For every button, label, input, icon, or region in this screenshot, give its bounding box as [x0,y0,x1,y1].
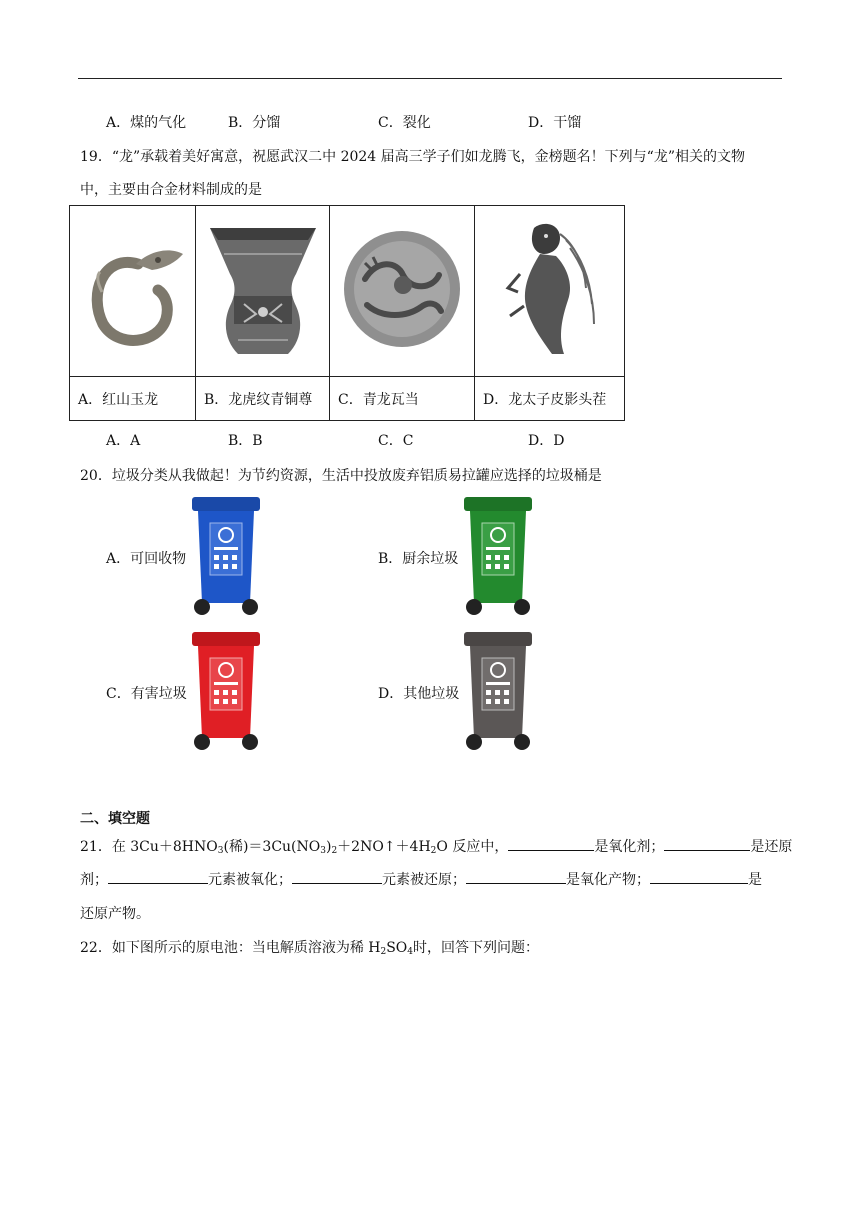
q22-text: 时，回答下列问题： [413,940,540,956]
artifact-cell-b [196,206,330,377]
q21-sub: 3 [217,846,224,856]
artifact-label-d: D．龙太子皮影头茬 [475,377,625,421]
q21-line2 [80,869,762,889]
q21-text: 是氧化剂； [594,839,665,855]
answer-blank-6[interactable] [650,869,748,884]
recycle-bin-icon [192,495,260,617]
q21-text: (稀)＝3Cu(NO [223,839,321,855]
q21-text: O 反应中， [436,839,509,855]
bin-label-b: B．厨余垃圾 [378,551,459,567]
q20-stem: 20．垃圾分类从我做起！为节约资源，生活中投放废弃铝质易拉罐应选择的垃圾桶是 [80,468,602,484]
answer-blank-1[interactable] [508,836,594,851]
q19-stem-line2: 中，主要由合金材料制成的是 [80,182,262,198]
q22-sub: 4 [407,947,414,957]
artifact-cell-a [70,206,196,377]
artifact-table [69,205,625,421]
eaves-tile-icon [337,219,467,359]
header-rule [78,78,782,79]
artifact-label-a: A．红山玉龙 [70,377,196,421]
q22-sub: 2 [380,947,387,957]
other-waste-bin-icon [464,630,532,752]
q21-text: 剂； [80,872,108,888]
q21-sub: 3 [320,846,326,856]
jade-dragon-icon [78,224,188,354]
q21-text: 元素被氧化； [208,872,292,888]
bronze-vessel-icon [204,214,322,364]
answer-blank-4[interactable] [292,869,382,884]
q19-option-b: B．B [228,433,263,449]
shadow-puppet-icon [500,214,600,364]
answer-blank-2[interactable] [664,836,750,851]
q21-text: 元素被还原； [382,872,466,888]
q22-text: 22．如下图所示的原电池：当电解质溶液为稀 H [80,940,381,956]
bin-label-d: D．其他垃圾 [378,686,460,702]
artifact-cell-d [475,206,625,377]
kitchen-waste-bin-icon [464,495,532,617]
q21-sub: 2 [331,846,338,856]
q19-stem-line1: 19．“龙”承载着美好寓意，祝愿武汉二中 2024 届高三学子们如龙腾飞，金榜题名！下列与“龙”相关的文物 [80,149,745,165]
q21-text: 是还原 [750,839,793,855]
q21-sub: 2 [430,846,437,856]
q22-text: SO [386,940,408,956]
q21-text: 是氧化产物； [566,872,650,888]
answer-blank-3[interactable] [108,869,208,884]
q21-text: 是 [748,872,762,888]
q21-line1 [80,836,792,856]
bin-label-c: C．有害垃圾 [106,686,187,702]
artifact-label-b: B．龙虎纹青铜尊 [196,377,330,421]
artifact-cell-c [330,206,475,377]
q19-option-a: A．A [106,433,141,449]
q21-text: ) [325,839,332,855]
q21-text: 21．在 3Cu＋8HNO [80,839,218,855]
q18-option-c: C．裂化 [378,115,431,131]
answer-blank-5[interactable] [466,869,566,884]
q22-stem [80,937,539,957]
q21-line3: 还原产物。 [80,906,150,922]
artifact-label-c: C．青龙瓦当 [330,377,475,421]
section-title: 二、填空题 [80,811,150,827]
hazardous-bin-icon [192,630,260,752]
q18-option-b: B．分馏 [228,115,281,131]
q19-option-c: C．C [378,433,414,449]
q19-option-d: D．D [528,433,565,449]
q18-option-a: A．煤的气化 [106,115,187,131]
q21-text: ＋2NO↑＋4H [337,839,431,855]
q18-option-d: D．干馏 [528,115,582,131]
bin-label-a: A．可回收物 [106,551,187,567]
